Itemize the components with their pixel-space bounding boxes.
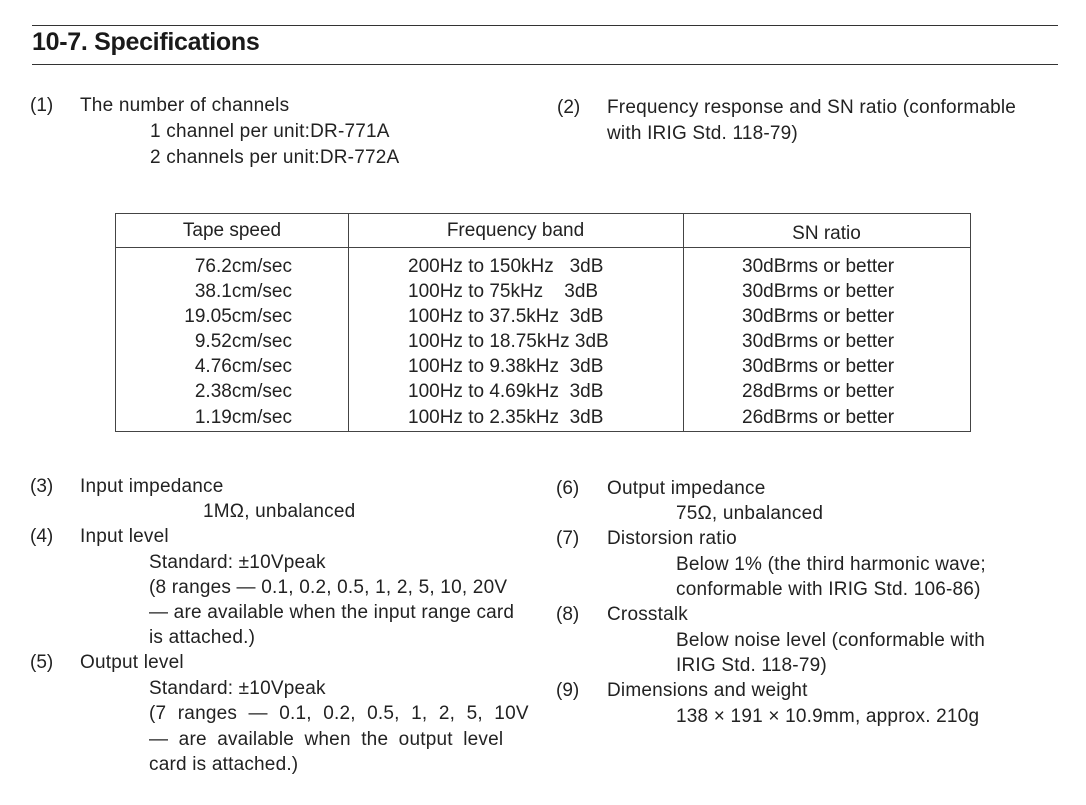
table-cell: 100Hz to 9.38kHz 3dB [408, 356, 604, 378]
table-cell: 19.05cm/sec [184, 306, 292, 328]
table-cell: 30dBrms or better [742, 331, 895, 353]
table-cell: 100Hz to 75kHz 3dB [408, 281, 599, 303]
section-line: 1MΩ, unbalanced [203, 501, 356, 522]
table-cell: 76.2cm/sec [194, 256, 292, 277]
table-cell: 38.1cm/sec [194, 281, 292, 303]
section-line: card is attached.) [149, 754, 299, 775]
table-column-frequency-band [408, 254, 628, 430]
section-heading-output-impedance: Output impedance [607, 478, 766, 499]
section-line: Standard: ±10Vpeak [149, 678, 326, 699]
table-column-sn-ratio [742, 254, 917, 430]
section-heading-frequency-response: Frequency response and SN ratio (conformable [607, 97, 1017, 118]
table-cell: 200Hz to 150kHz 3dB [408, 256, 604, 277]
table-header-frequency-band: Frequency band [446, 220, 585, 241]
table-header-rule [116, 247, 970, 248]
section-line: (7 ranges — 0.1, 0.2, 0.5, 1, 2, 5, 10V [149, 703, 529, 724]
section-line: 75Ω, unbalanced [676, 503, 824, 524]
table-cell: 100Hz to 18.75kHz 3dB [408, 331, 609, 353]
section-line: Below noise level (conformable with [676, 630, 986, 651]
page-title: 10-7. Specifications [32, 28, 260, 56]
section-heading-distorsion-ratio: Distorsion ratio [607, 528, 737, 549]
section-number: (8) [556, 604, 580, 625]
section-line: — are available when the output level [149, 729, 504, 750]
section-number: (9) [556, 680, 580, 701]
table-cell: 30dBrms or better [742, 281, 895, 303]
table-column-tape-speed [172, 254, 292, 430]
section-line: Below 1% (the third harmonic wave; [676, 554, 986, 575]
section-line: IRIG Std. 118-79) [676, 655, 827, 676]
section-heading-crosstalk: Crosstalk [607, 604, 688, 625]
section-line: 2 channels per unit:DR-772A [150, 147, 400, 168]
section-line: with IRIG Std. 118-79) [607, 123, 798, 144]
section-line: Standard: ±10Vpeak [149, 552, 326, 573]
section-line: (8 ranges — 0.1, 0.2, 0.5, 1, 2, 5, 10, 20V [149, 577, 508, 598]
table-cell: 26dBrms or better [742, 406, 895, 428]
section-line: 1 channel per unit:DR-771A [150, 121, 390, 142]
title-rule [32, 64, 1058, 65]
table-cell: 30dBrms or better [742, 356, 895, 378]
section-line: is attached.) [149, 627, 256, 648]
table-cell: 100Hz to 37.5kHz 3dB [408, 306, 604, 328]
section-number: (4) [30, 526, 54, 547]
section-number: (2) [557, 97, 581, 118]
section-line: conformable with IRIG Std. 106-86) [676, 579, 981, 600]
section-number: (5) [30, 652, 54, 673]
table-header-sn-ratio: SN ratio [792, 223, 861, 244]
table-cell: 100Hz to 4.69kHz 3dB [408, 381, 604, 403]
table-cell: 4.76cm/sec [194, 356, 292, 378]
section-line: — are available when the input range card [149, 602, 515, 623]
table-cell: 30dBrms or better [742, 306, 895, 328]
section-number: (1) [30, 95, 54, 116]
top-rule [32, 25, 1058, 26]
section-heading-dimensions: Dimensions and weight [607, 680, 808, 701]
section-heading-input-level: Input level [80, 526, 169, 547]
section-number: (7) [556, 528, 580, 549]
section-number: (6) [556, 478, 580, 499]
section-heading-channels: The number of channels [80, 95, 290, 116]
section-line: 138 × 191 × 10.9mm, approx. 210g [676, 706, 980, 727]
section-number: (3) [30, 476, 54, 497]
table-cell: 100Hz to 2.35kHz 3dB [408, 406, 604, 428]
table-cell: 9.52cm/sec [194, 331, 292, 353]
table-cell: 1.19cm/sec [194, 406, 292, 428]
section-heading-input-impedance: Input impedance [80, 476, 224, 497]
table-cell: 2.38cm/sec [194, 381, 292, 403]
table-cell: 30dBrms or better [742, 256, 895, 277]
table-header-tape-speed: Tape speed [182, 220, 282, 241]
spec-table [115, 213, 971, 432]
section-heading-output-level: Output level [80, 652, 184, 673]
table-cell: 28dBrms or better [742, 381, 895, 403]
